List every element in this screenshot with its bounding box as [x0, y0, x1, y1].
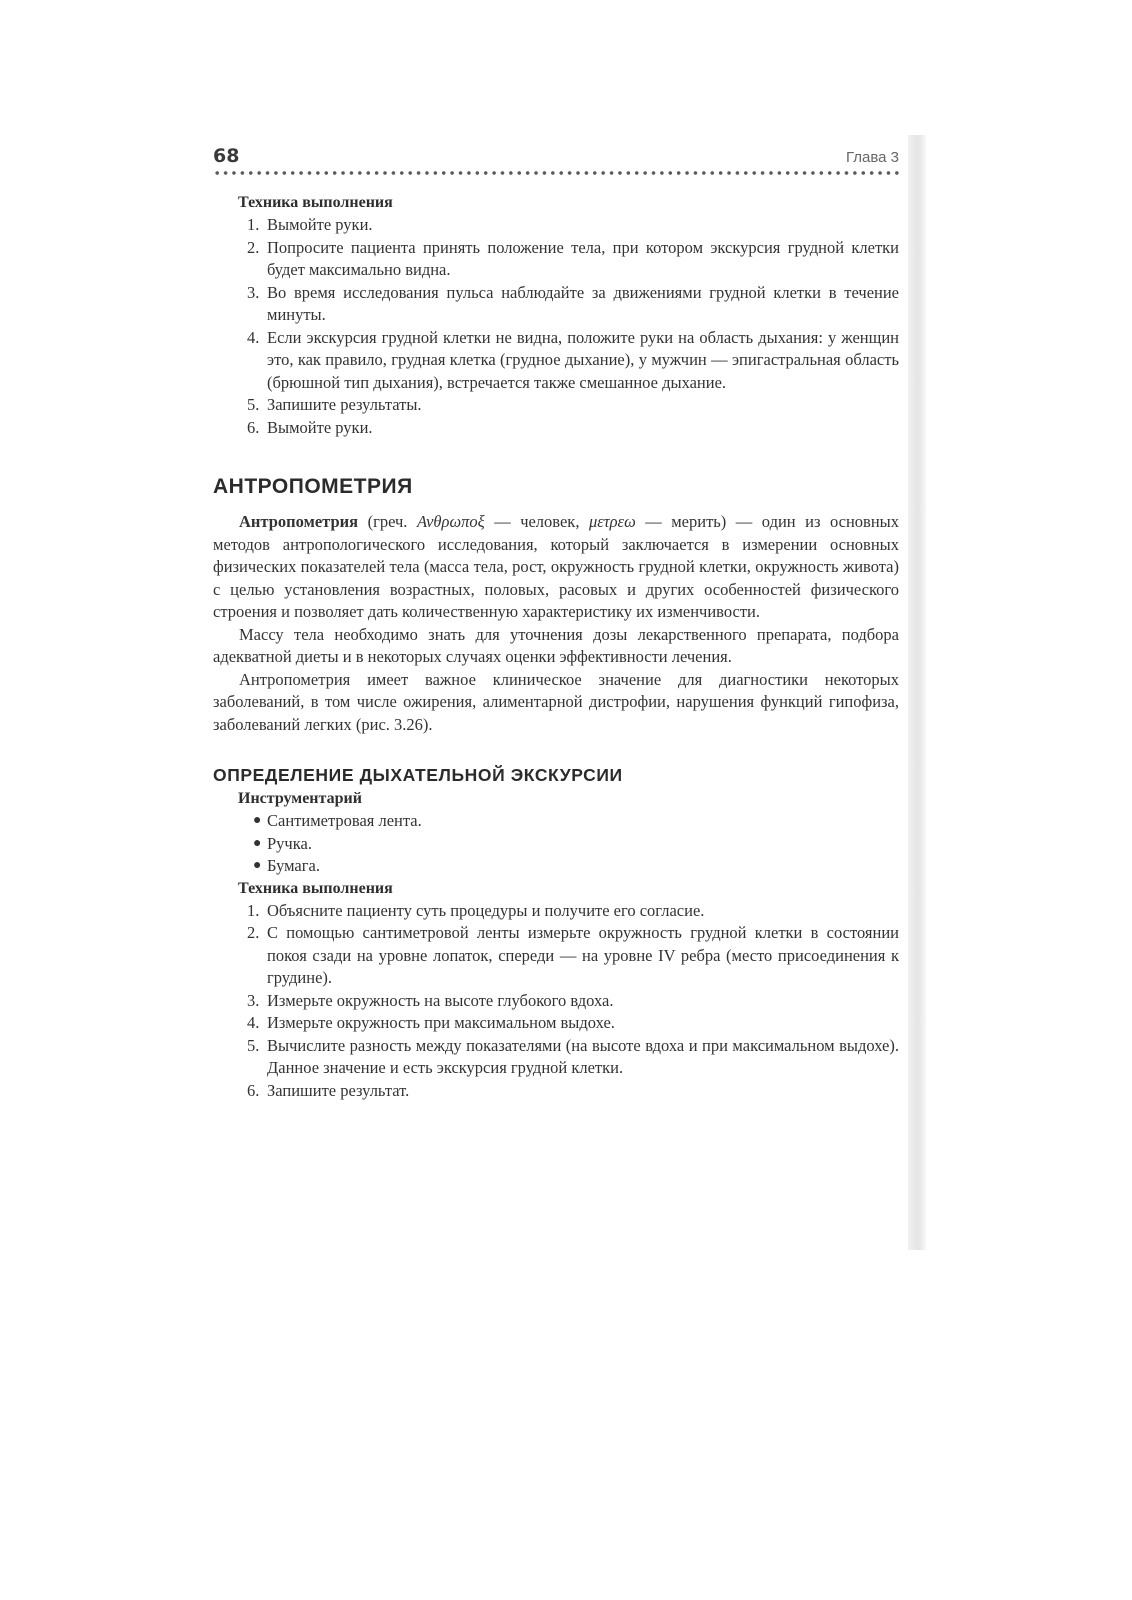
bullet-icon: ● [253, 813, 262, 828]
dotted-rule [213, 170, 899, 176]
list-item: 1. Вымойте руки. [247, 215, 373, 234]
tools-heading: Инструментарий [238, 790, 362, 807]
list-item: 3. Во время исследования пульса наблюдайте за движениями грудной клетки в течение минуты. [247, 282, 899, 324]
list-item: ● Сантиметровая лента. [267, 810, 899, 833]
technique-steps-list [213, 214, 899, 439]
page-number: 68 [213, 145, 240, 167]
page-edge-shadow [908, 135, 926, 1250]
running-header [213, 143, 899, 177]
chapter-label: Глава 3 [845, 149, 899, 166]
section-title-anthropometry: АНТРОПОМЕТРИЯ [213, 475, 413, 498]
list-item: 2. С помощью сантиметровой ленты измерьте окружность грудной клетки в состоянии покоя сзади на уровне лопаток, спереди — на уровне IV ребра (место присоединения к грудине). [247, 923, 899, 987]
tools-list [213, 810, 899, 878]
section-title-excursion: ОПРЕДЕЛЕНИЕ ДЫХАТЕЛЬНОЙ ЭКСКУРСИИ [213, 765, 623, 785]
paragraph-definition: Антропометрия (греч. Ανθρωποξ — человек, μετρεω — мерить) — один из основных методов антропологического исследования, который заключается в измерении основных физических показателей тела (масса тела, рост, окружность грудной клетки, окружность живота) с целью установления возрастных, половых, расовых и других особенностей физического строения и позволяет дать количественную характеристику их изменчивости. [213, 512, 899, 621]
excursion-steps-list [213, 900, 899, 1103]
bullet-icon: ● [253, 835, 262, 851]
list-item: 4. Если экскурсия грудной клетки не видна, положите руки на область дыхания: у женщин это, как правило, грудная клетка (грудное дыхание), у мужчин — эпигастральная область (брюшной тип дыхания), встречается также смешанное дыхание. [247, 327, 899, 392]
list-item: 4. Измерьте окружность при максимальном выдохе. [247, 1013, 615, 1032]
bullet-icon: ● [253, 858, 262, 873]
list-item: 2. Попросите пациента принять положение тела, при котором экскурсия грудной клетки будет максимально видна. [247, 237, 899, 279]
list-item: 3. Измерьте окружность на высоте глубокого вдоха. [247, 990, 614, 1010]
list-item: 6. Запишите результат. [247, 1080, 410, 1100]
technique-heading: Техника выполнения [238, 879, 393, 897]
list-item: 1. Объясните пациенту суть процедуры и получите его согласие. [247, 900, 705, 920]
book-page [213, 143, 899, 1102]
list-item: 5. Запишите результаты. [247, 395, 422, 414]
list-item: 6. Вымойте руки. [247, 417, 373, 437]
list-item: 5. Вычислите разность между показателями (на высоте вдоха и при максимальном выдохе). Данное значение и есть экскурсия грудной клетки. [247, 1035, 899, 1077]
paragraph-body-mass: Массу тела необходимо знать для уточнения дозы лекарственного препарата, подбора адекватной диеты и в некоторых случаях оценки эффективности лечения. [213, 624, 899, 666]
technique-heading: Техника выполнения [238, 194, 393, 211]
paragraph-clinical-value: Антропометрия имеет важное клиническое значение для диагностики некоторых заболеваний, в том числе ожирения, алиментарной дистрофии, нарушения функций гипофиза, заболеваний легких (рис. 3.26). [213, 669, 899, 734]
list-item: ● Ручка. [267, 833, 899, 856]
list-item: ● Бумага. [267, 855, 899, 878]
